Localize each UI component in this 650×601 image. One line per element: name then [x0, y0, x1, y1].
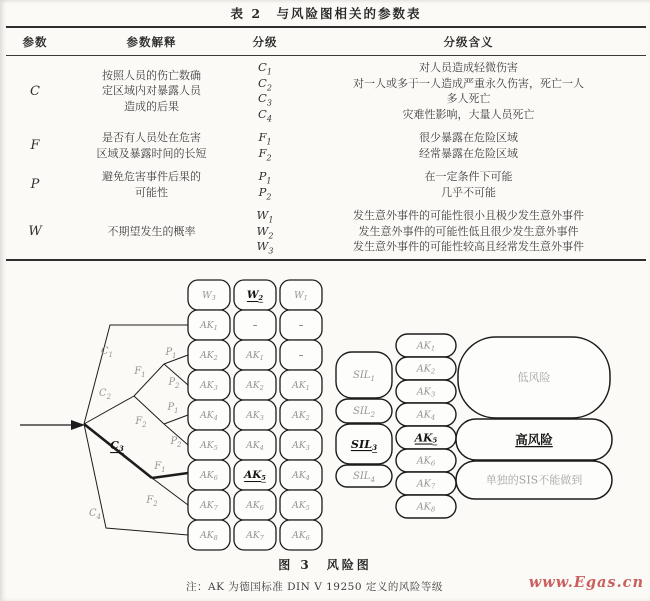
- grade-symbol: $C_4$: [258, 106, 272, 123]
- grid-cell-label: $AK_4$: [200, 409, 218, 422]
- tree-label-f1b: $F_1$: [154, 460, 166, 474]
- grid-cell-label: $AK_7$: [200, 499, 218, 512]
- grid-cell-label: –: [298, 349, 304, 361]
- param-symbol: P: [30, 177, 40, 192]
- ak-label: $AK_1$: [416, 340, 436, 353]
- table-title: 表 2 与风险图相关的参数表: [230, 6, 422, 21]
- grade-meaning: 几乎不可能: [441, 185, 496, 199]
- result-label: 高风险: [515, 432, 553, 447]
- grade-meaning: 很少暴露在危险区域: [419, 131, 518, 144]
- tree-label-c2: $C_2$: [98, 387, 112, 401]
- ak-label: $AK_2$: [416, 363, 436, 376]
- tree-label-p1b: $P_1$: [167, 401, 179, 415]
- grid-cell-label: $AK_5$: [200, 439, 218, 452]
- result-label: 低风险: [517, 371, 551, 384]
- grid-cell-label: $AK_3$: [246, 409, 264, 422]
- grade-meaning: 发生意外事件的可能性较高且经常发生意外事件: [353, 240, 584, 253]
- grade-meaning: 灾难性影响，大量人员死亡: [402, 107, 535, 121]
- ak-label: $AK_8$: [416, 501, 436, 514]
- grade-meaning: 发生意外事件的可能性很小且极少发生意外事件: [353, 209, 584, 222]
- tree-branch-line: [152, 473, 188, 478]
- sil-label: $SIL_2$: [352, 405, 376, 419]
- watermark-text: www.Egas.cn: [528, 574, 644, 591]
- grid-cell-label: $AK_2$: [246, 379, 264, 392]
- grid-cell-label: $AK_6$: [292, 529, 310, 542]
- grid-cell-label: $AK_4$: [246, 439, 264, 452]
- param-symbol: W: [28, 223, 42, 239]
- col-header-explain: 参数解释: [126, 35, 177, 49]
- grid-header-label: $W_1$: [294, 289, 308, 302]
- grade-symbol: $W_2$: [256, 223, 274, 240]
- figure-caption: 图 3 风险图: [278, 558, 372, 572]
- grade-symbol: $C_2$: [258, 75, 272, 92]
- grid-cell-label: $AK_1$: [200, 319, 218, 332]
- grade-symbol: $F_1$: [258, 130, 272, 147]
- col-header-grade: 分级: [252, 35, 278, 49]
- grade-meaning: 在一定条件下可能: [424, 170, 513, 183]
- grade-meaning: 发生意外事件的可能性低且很少发生意外事件: [358, 224, 579, 238]
- grade-meaning: 对人员造成轻微伤害: [419, 61, 518, 74]
- grid-cell-label: $AK_2$: [200, 349, 218, 362]
- grid-header-label: $W_3$: [202, 289, 216, 302]
- grade-symbol: $C_1$: [258, 60, 272, 77]
- grade-symbol: $W_1$: [256, 208, 274, 225]
- ak-label: $AK_3$: [416, 386, 436, 399]
- grade-symbol: $P_1$: [258, 169, 272, 186]
- grid-cell-label: –: [298, 319, 304, 331]
- param-symbol: F: [30, 138, 40, 153]
- grade-symbol: $F_2$: [258, 145, 272, 162]
- ak-label: $AK_6$: [416, 455, 436, 468]
- grid-cell-label: $AK_2$: [292, 409, 310, 422]
- col-header-meaning: 分级含义: [443, 35, 494, 49]
- grid-cell-label: $AK_8$: [200, 529, 218, 542]
- grid-cell-label: $AK_6$: [200, 469, 218, 482]
- param-explanation: 不期望发生的概率: [107, 224, 196, 238]
- col-header-param: 参数: [22, 35, 48, 49]
- tree-label-f2b: $F_2$: [146, 494, 158, 508]
- figure-note: 注：AK 为德国标准 DIN V 19250 定义的风险等级: [186, 581, 443, 593]
- grid-header-label: $W_2$: [246, 289, 264, 302]
- tree-label-p2a: $P_2$: [168, 376, 180, 390]
- grid-cell-label: $AK_3$: [200, 379, 218, 392]
- tree-branch-line: [164, 415, 188, 424]
- grid-cell-label: –: [252, 319, 258, 331]
- grid-cell-label: $AK_3$: [292, 439, 310, 452]
- grade-meaning: 对一人或多于一人造成严重永久伤害，死亡一人: [353, 76, 584, 90]
- grid-cell-label: $AK_6$: [246, 499, 264, 512]
- tree-label-c3: $C_3$: [110, 438, 124, 453]
- tree-label-f2a: $F_2$: [135, 415, 147, 429]
- tree-label-p2b: $P_2$: [170, 435, 182, 449]
- grid-cell-label: $AK_5$: [292, 499, 310, 512]
- grid-cell-label: $AK_1$: [292, 379, 310, 392]
- param-symbol: C: [30, 83, 40, 99]
- tree-label-c1: $C_1$: [100, 345, 114, 359]
- grade-meaning: 经常暴露在危险区域: [419, 146, 518, 160]
- grid-cell-label: $AK_4$: [292, 469, 310, 482]
- grade-symbol: $P_2$: [258, 184, 272, 201]
- tree-label-c4: $C_4$: [88, 507, 102, 521]
- ak-label: $AK_7$: [416, 478, 436, 491]
- grade-meaning: 多人死亡: [446, 92, 491, 105]
- sil-label: $SIL_1$: [352, 369, 376, 383]
- ak-label: $AK_5$: [414, 431, 438, 445]
- grade-symbol: $C_3$: [258, 91, 272, 108]
- ak-label: $AK_4$: [416, 409, 436, 422]
- input-arrow-icon: [71, 420, 85, 430]
- grade-symbol: $W_3$: [256, 239, 274, 256]
- grid-cell-label: $AK_7$: [246, 529, 264, 542]
- tree-label-p1a: $P_1$: [165, 346, 177, 360]
- param-explanation: 是否有人员处在危害 区域及暴露时间的长短: [96, 131, 207, 160]
- tree-label-f1a: $F_1$: [134, 365, 146, 379]
- grid-cell-label: $AK_5$: [244, 469, 266, 482]
- grid-cell-label: $AK_1$: [246, 349, 264, 362]
- sil-label: $SIL_3$: [350, 437, 378, 452]
- param-explanation: 按照人员的伤亡数确 定区域内对暴露人员 造成的后果: [102, 68, 201, 113]
- sil-label: $SIL_4$: [352, 470, 376, 484]
- result-label: 单独的SIS不能做到: [485, 473, 583, 487]
- param-explanation: 避免危害事件后果的 可能性: [102, 170, 201, 199]
